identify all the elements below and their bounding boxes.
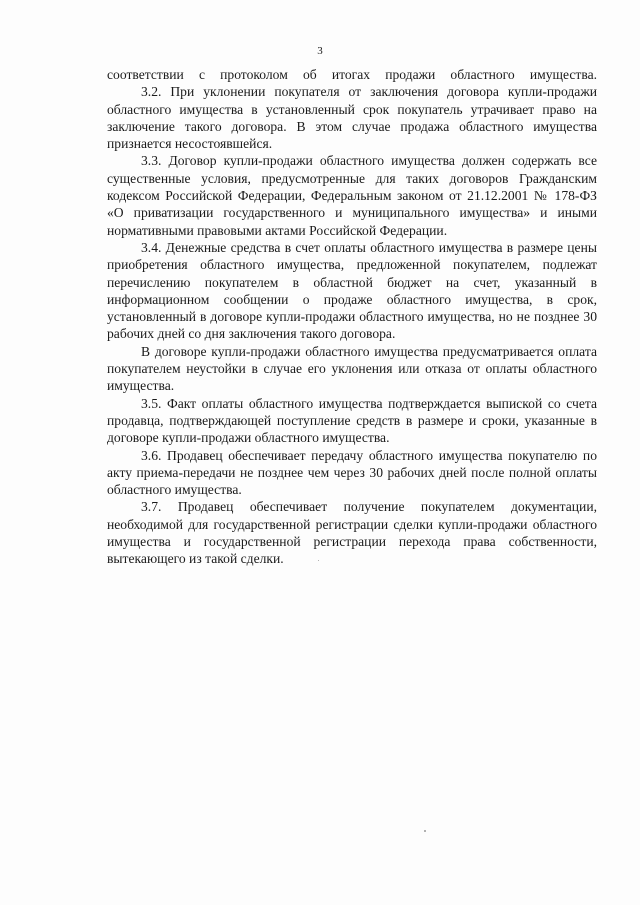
paragraph-3-5: 3.5. Факт оплаты областного имущества подтверждается выпиской со счета продавца, подтверждающей поступление средств в размере и сроки, указанные в договоре купли-продажи областного имущества. [107,395,597,446]
scan-speck [318,560,319,561]
paragraph-3-2: 3.2. При уклонении покупателя от заключения договора купли-продажи областного имущества в установленный срок покупатель утрачивает право на заключение такого договора. В этом случае продажа областного имущества признается несостоявшейся. [107,84,597,152]
page-number: 3 [317,45,323,57]
paragraph-penalty: В договоре купли-продажи областного имущества предусматривается оплата покупателем неустойки в случае его уклонения или отказа от оплаты областного имущества. [107,343,597,394]
scan-speck [424,830,426,832]
paragraph-3-6: 3.6. Продавец обеспечивает передачу областного имущества покупателю по акту приема-передачи не позднее чем через 30 рабочих дней после полной оплаты областного имущества. [107,447,597,498]
paragraph-3-4: 3.4. Денежные средства в счет оплаты областного имущества в размере цены приобретения областного имущества, предложенной покупателем, подлежат перечислению покупателем в областной бюджет на счет, указанный в информационном сообщении о продаже областного имущества, в срок, установленный в договоре купли-продажи областного имущества, но не позднее 30 рабочих дней со дня заключения такого договора. [107,239,597,342]
document-body [107,66,597,568]
paragraph-3-3: 3.3. Договор купли-продажи областного имущества должен содержать все существенные условия, предусмотренные для таких договоров Гражданским кодексом Российской Федерации, Федеральным законом от 21.12.2001 № 178-ФЗ «О приватизации государственного и муниципального имущества» и иными нормативными правовыми актами Российской Федерации. [107,153,597,238]
paragraph-continuation: соответствии с протоколом об итогах продажи областного имущества. [107,67,597,82]
paragraph-3-7: 3.7. Продавец обеспечивает получение покупателем документации, необходимой для государственной регистрации сделки купли-продажи областного имущества и государственной регистрации перехода права собственности, вытекающего из такой сделки. [107,499,597,567]
